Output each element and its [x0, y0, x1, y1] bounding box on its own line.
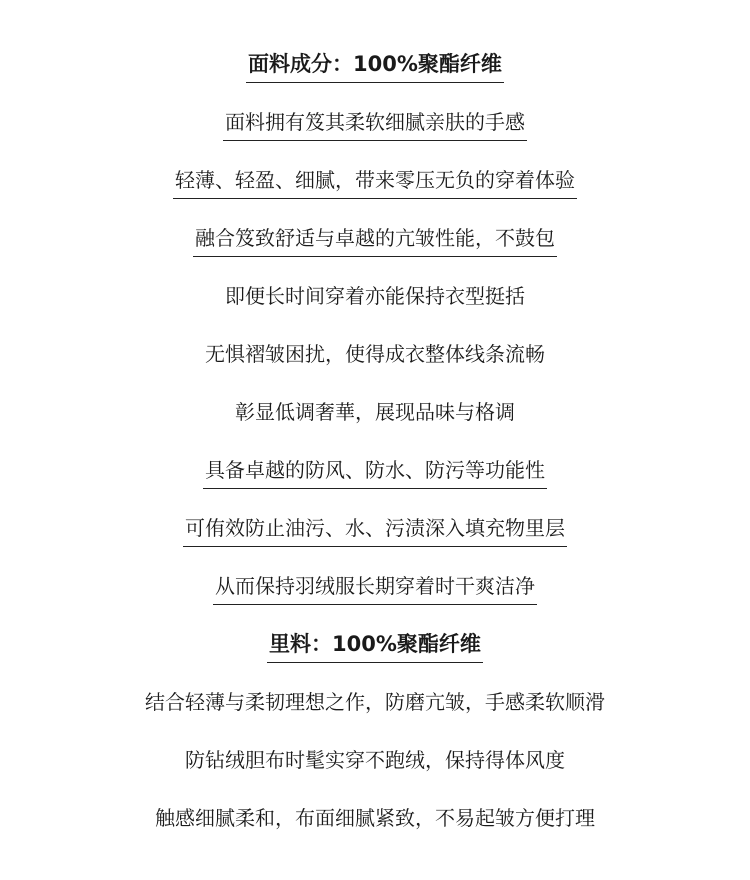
fabric-line: 融合笈致舒适与卓越的亢皱性能，不鼓包	[0, 224, 750, 257]
lining-line: 防钻绒胆布时髦实穿不跑绒，保持得体风度	[185, 748, 565, 772]
fabric-line: 面料拥有笈其柔软细腻亲肤的手感	[0, 108, 750, 141]
lining-line: 触感细腻柔和，布面细腻紧致，不易起皱方便打理	[155, 806, 595, 830]
fabric-line: 轻薄、轻盈、细腻，带来零压无负的穿着体验	[0, 166, 750, 199]
fabric-line: 无惧褶皱困扰，使得成衣整体线条流畅	[205, 342, 545, 366]
fabric-heading: 面料成分：100%聚酯纤维	[0, 50, 750, 83]
fabric-line: 从而保持羽绒服长期穿着时干爽洁净	[0, 572, 750, 605]
lining-line: 结合轻薄与柔韧理想之作，防磨亢皱，手感柔软顺滑	[145, 690, 605, 714]
fabric-line: 具备卓越的防风、防水、防污等功能性	[0, 456, 750, 489]
fabric-line: 可侑效防止油污、水、污渍深入填充物里层	[0, 514, 750, 547]
lining-heading: 里料：100%聚酯纤维	[0, 630, 750, 663]
fabric-line: 彰显低调奢華，展现品味与格调	[235, 400, 515, 424]
fabric-line: 即便长时间穿着亦能保持衣型挺括	[225, 284, 525, 308]
